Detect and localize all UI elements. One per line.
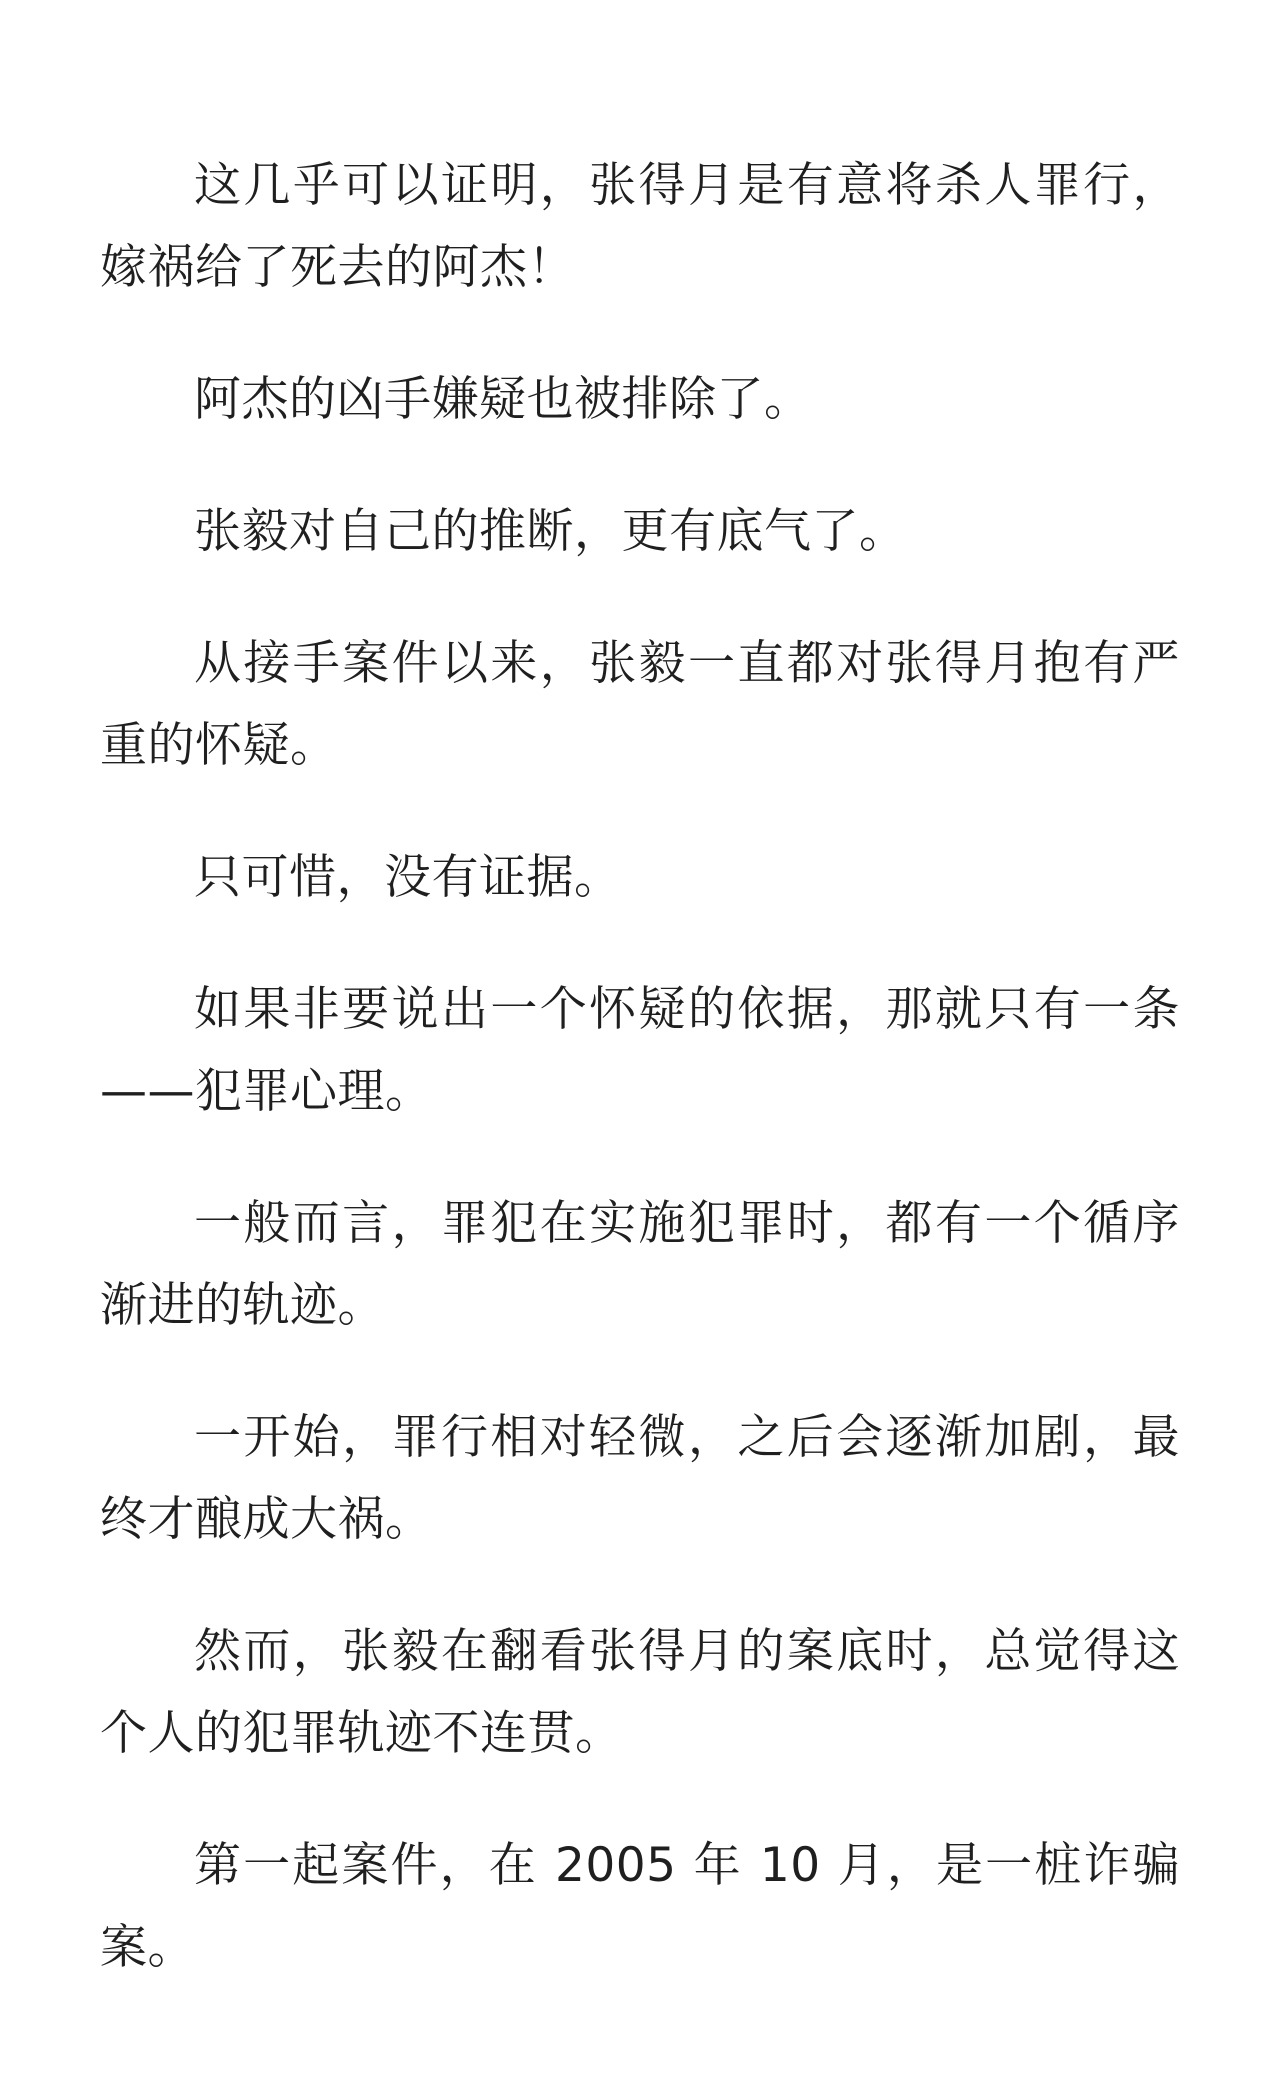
- paragraph: 第一起案件，在 2005 年 10 月，是一桩诈骗案。: [100, 1838, 1180, 1975]
- paragraph: 然而，张毅在翻看张得月的案底时，总觉得这个人的犯罪轨迹不连贯。: [100, 1624, 1180, 1761]
- paragraph: 这几乎可以证明，张得月是有意将杀人罪行，嫁祸给了死去的阿杰！: [100, 158, 1180, 295]
- paragraph: 一开始，罪行相对轻微，之后会逐渐加剧，最终才酿成大祸。: [100, 1410, 1180, 1547]
- paragraph: 如果非要说出一个怀疑的依据，那就只有一条——犯罪心理。: [100, 982, 1180, 1119]
- article-body: [100, 145, 1180, 2039]
- paragraph: 阿杰的凶手嫌疑也被排除了。: [194, 372, 812, 427]
- paragraph: 只可惜，没有证据。: [194, 850, 622, 905]
- paragraph: 张毅对自己的推断，更有底气了。: [194, 504, 907, 559]
- paragraph: 一般而言，罪犯在实施犯罪时，都有一个循序渐进的轨迹。: [100, 1196, 1180, 1333]
- paragraph: 从接手案件以来，张毅一直都对张得月抱有严重的怀疑。: [100, 636, 1180, 773]
